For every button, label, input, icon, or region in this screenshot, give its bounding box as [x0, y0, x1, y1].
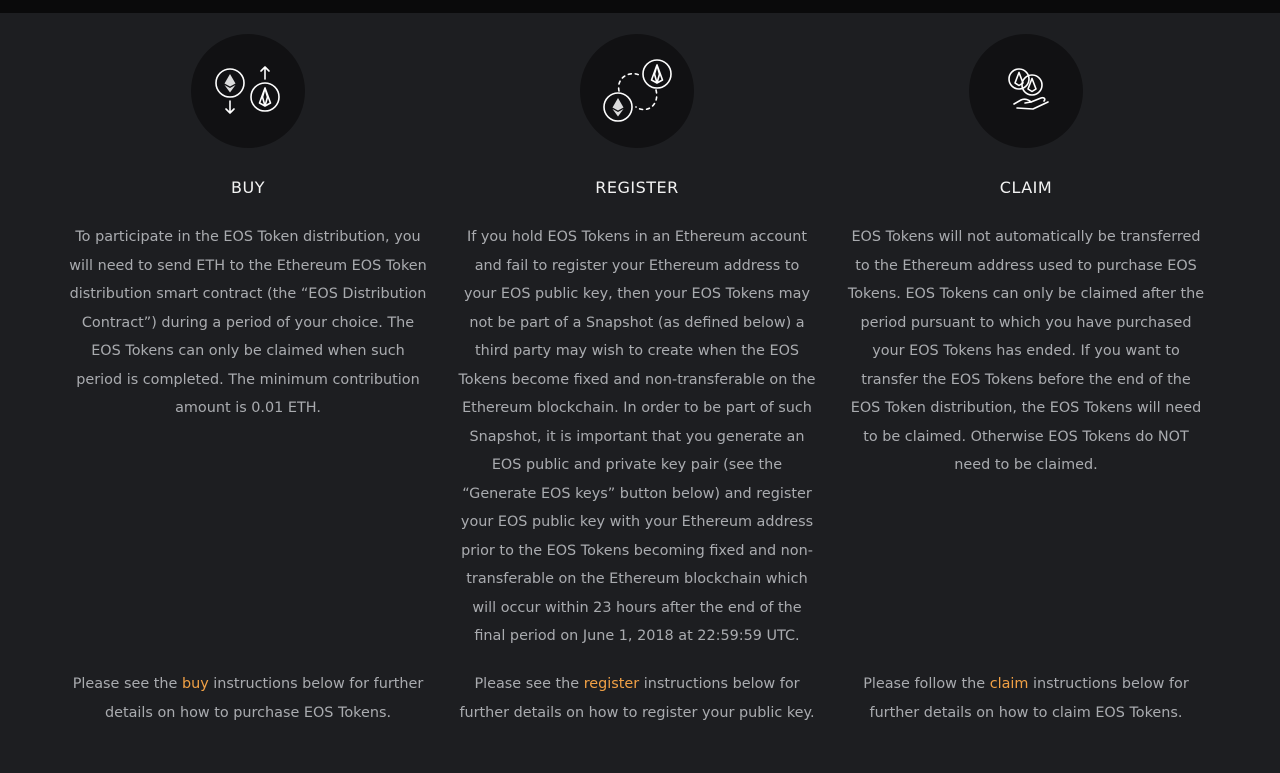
claim-footer-prefix: Please follow the [863, 676, 990, 692]
claim-column [846, 34, 1206, 721]
register-footer-suffix: instructions below for further details on how to register your public key. [459, 676, 815, 721]
buy-icon-circle [191, 34, 305, 148]
claim-instructions-link[interactable]: claim [989, 676, 1029, 692]
register-column [457, 34, 817, 721]
register-title: REGISTER [595, 178, 679, 197]
claim-icon-circle [969, 34, 1083, 148]
buy-footer [68, 670, 428, 727]
claim-footer [846, 670, 1206, 727]
buy-footer-suffix: instructions below for further details on how to purchase EOS Tokens. [104, 676, 424, 721]
buy-instructions-link[interactable]: buy [181, 676, 209, 692]
register-icon-circle [580, 34, 694, 148]
claim-footer-suffix: instructions below for further details on how to claim EOS Tokens. [869, 676, 1189, 721]
claim-title: CLAIM [999, 178, 1053, 197]
buy-footer-prefix: Please see the [72, 676, 182, 692]
register-footer-prefix: Please see the [474, 676, 584, 692]
register-description: If you hold EOS Tokens in an Ethereum account and fail to register your Ethereum address to your EOS public key, then your EOS Tokens may not be part of a Snapshot (as defined below) a third party may wish to create when the EOS Tokens become fixed and non-transferable on the Ethereum blockchain. In order to be part of such Snapshot, it is important that you generate an EOS public and private key pair (see the “Generate EOS keys” button below) and register your EOS public key with your Ethereum address prior to the EOS Tokens becoming fixed and non-transferable on the Ethereum blockchain which will occur within 23 hours after the end of the final period on June 1, 2018 at 22:59:59 UTC. [458, 229, 816, 644]
register-key-icon [580, 34, 694, 148]
buy-title: BUY [231, 178, 265, 197]
register-instructions-link[interactable]: register [583, 676, 640, 692]
buy-column [68, 34, 428, 721]
claim-description: EOS Tokens will not automatically be transferred to the Ethereum address used to purchase EOS Tokens. EOS Tokens can only be claimed after the period pursuant to which you have purchased your EOS Tokens has ended. If you want to transfer the EOS Tokens before the end of the EOS Token distribution, the EOS Tokens will need to be claimed. Otherwise EOS Tokens do NOT need to be claimed. [847, 229, 1205, 473]
top-bar [0, 0, 1280, 13]
buy-description: To participate in the EOS Token distribution, you will need to send ETH to the Ethereum EOS Token distribution smart contract (the “EOS Distribution Contract”) during a period of your choice. The EOS Tokens can only be claimed when such period is completed. The minimum contribution amount is 0.01 ETH. [69, 229, 427, 416]
eth-eos-exchange-icon [191, 34, 305, 148]
register-footer [457, 670, 817, 727]
claim-tokens-hand-icon [969, 34, 1083, 148]
